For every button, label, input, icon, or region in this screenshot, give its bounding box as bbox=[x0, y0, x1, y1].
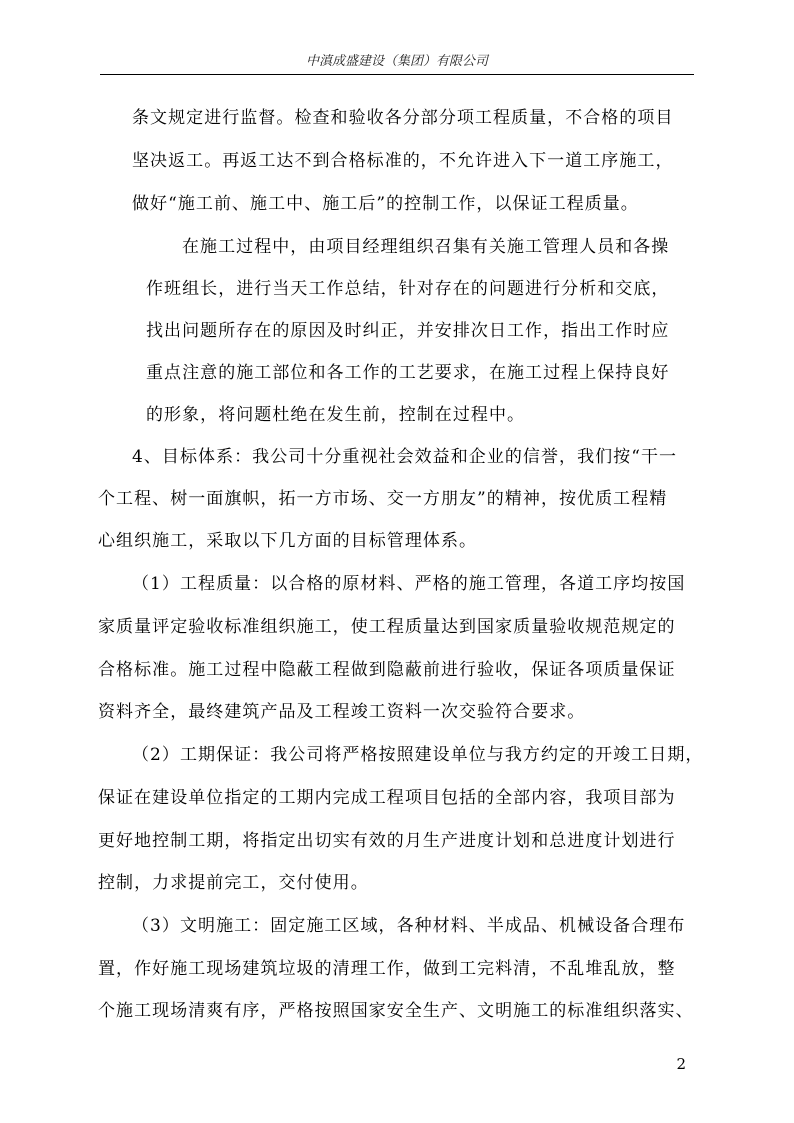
text-line: 合格标准。施工过程中隐蔽工程做到隐蔽前进行验收，保证各项质量保证 bbox=[98, 660, 676, 680]
text-line: 做好“施工前、施工中、施工后”的控制工作，以保证工程质量。 bbox=[132, 194, 639, 214]
header-rule bbox=[100, 74, 694, 75]
page-number: 2 bbox=[676, 1055, 686, 1073]
text-line: 资料齐全，最终建筑产品及工程竣工资料一次交验符合要求。 bbox=[98, 702, 586, 722]
text-line: 家质量评定验收标准组织施工，使工程质量达到国家质量验收规范规定的 bbox=[98, 617, 676, 637]
running-header: 中滇成盛建设（集团）有限公司 bbox=[305, 54, 488, 69]
text-line: 坚决返工。再返工达不到合格标准的，不允许进入下一道工序施工， bbox=[132, 151, 674, 171]
text-line: 个施工现场清爽有序，严格按照国家安全生产、文明施工的标准组织落实、 bbox=[98, 1001, 694, 1021]
text-line: 的形象，将问题杜绝在发生前，控制在过程中。 bbox=[146, 405, 526, 425]
text-line: 条文规定进行监督。检查和验收各分部分项工程质量，不合格的项目 bbox=[132, 108, 674, 128]
text-line: （2）工期保证：我公司将严格按照建设单位与我方约定的开竣工日期， bbox=[132, 745, 704, 765]
text-line: 保证在建设单位指定的工期内完成工程项目包括的全部内容，我项目部为 bbox=[98, 788, 676, 808]
text-line: 心组织施工，采取以下几方面的目标管理体系。 bbox=[98, 531, 478, 551]
text-line: 控制，力求提前完工，交付使用。 bbox=[98, 873, 369, 893]
text-line: （3）文明施工：固定施工区域，各种材料、半成品、机械设备合理布 bbox=[132, 916, 686, 936]
text-line: 作班组长，进行当天工作总结，针对存在的问题进行分析和交底， bbox=[146, 279, 670, 299]
text-line: 置，作好施工现场建筑垃圾的清理工作，做到工完料清，不乱堆乱放，整 bbox=[98, 959, 676, 979]
text-line: 在施工过程中，由项目经理组织召集有关施工管理人员和各操 bbox=[182, 237, 670, 257]
text-line: 4、目标体系：我公司十分重视社会效益和企业的信誉，我们按“干一 bbox=[132, 447, 678, 467]
text-line: 更好地控制工期，将指定出切实有效的月生产进度计划和总进度计划进行 bbox=[98, 831, 676, 851]
text-line: （1）工程质量：以合格的原材料、严格的施工管理，各道工序均按国 bbox=[132, 574, 686, 594]
text-line: 重点注意的施工部位和各工作的工艺要求，在施工过程上保持良好 bbox=[146, 363, 670, 383]
text-line: 找出问题所存在的原因及时纠正，并安排次日工作，指出工作时应 bbox=[146, 321, 670, 341]
text-line: 个工程、树一面旗帜，拓一方市场、交一方朋友”的精神，按优质工程精 bbox=[98, 489, 668, 509]
